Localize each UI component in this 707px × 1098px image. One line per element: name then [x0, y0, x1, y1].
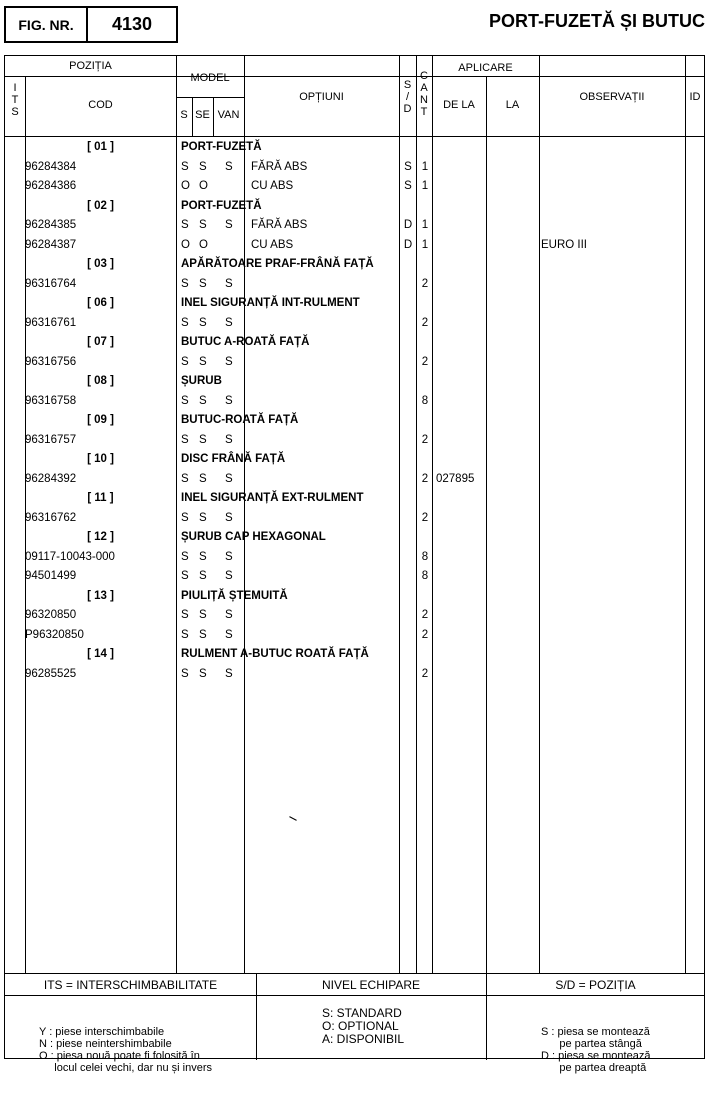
model-se-value: S — [199, 550, 207, 563]
position-number: [ 07 ] — [87, 336, 114, 348]
stray-mark — [289, 816, 297, 821]
part-code: 96316758 — [25, 394, 77, 407]
cod-column-line — [176, 56, 177, 973]
option-value: FĂRĂ ABS — [251, 219, 308, 231]
pozitia-divider — [5, 76, 704, 77]
model-s-value: S — [181, 609, 189, 621]
part-name: ȘURUB — [181, 375, 222, 387]
part-code: 96316761 — [25, 316, 77, 329]
la-column-line — [539, 56, 540, 973]
sd-header: S / D — [403, 79, 412, 116]
model-van-header: VAN — [217, 109, 240, 121]
nivel-legend-text: S: STANDARD O: OPTIONAL A: DISPONIBIL — [322, 1006, 405, 1046]
observation-value: EURO III — [541, 238, 588, 251]
part-name: PIULIȚĂ ȘTEMUITĂ — [181, 589, 288, 602]
model-s-value: S — [181, 219, 189, 231]
part-code: 96320850 — [25, 609, 77, 621]
model-se-value: S — [199, 394, 207, 407]
model-se-value: S — [199, 316, 207, 329]
obs-column-line — [685, 56, 686, 973]
part-code: P96320850 — [25, 628, 84, 641]
option-separator — [244, 160, 245, 175]
model-van-value: S — [225, 667, 233, 680]
part-name: PORT-FUZETĂ — [181, 141, 262, 153]
part-name: RULMENT A-BUTUC ROATĂ FAȚĂ — [181, 648, 369, 660]
option-separator — [244, 550, 245, 565]
model-van-value: S — [225, 219, 233, 231]
model-se-value: S — [199, 472, 207, 485]
part-code: 96316757 — [25, 433, 77, 446]
model-se-value: S — [199, 433, 207, 446]
id-header: ID — [689, 91, 701, 103]
option-value: FĂRĂ ABS — [251, 160, 308, 173]
model-s-value: S — [181, 570, 189, 582]
header-bottom-line — [5, 136, 704, 137]
legend-title-line — [5, 995, 704, 996]
quantity-value: 1 — [421, 238, 429, 251]
part-name: DISC FRÂNĂ FAȚĂ — [181, 453, 286, 465]
aplicare-header: APLICARE — [458, 62, 513, 74]
sd-legend-title: S/D = POZIȚIA — [555, 978, 636, 992]
option-separator — [244, 277, 245, 292]
cant-header: C A N T — [420, 70, 428, 119]
model-s-value: S — [181, 511, 189, 524]
side-value: D — [403, 238, 413, 251]
position-number: [ 08 ] — [87, 375, 114, 387]
part-code: 96284392 — [25, 472, 77, 485]
model-se-value: S — [199, 277, 207, 290]
part-name: BUTUC-ROATĂ FAȚĂ — [181, 414, 299, 426]
option-separator — [244, 316, 245, 331]
position-number: [ 11 ] — [87, 492, 114, 504]
model-se-value: S — [199, 609, 207, 621]
model-se-value: S — [199, 219, 207, 231]
model-van-value: S — [225, 277, 233, 290]
position-number: [ 01 ] — [87, 141, 114, 153]
quantity-value: 8 — [421, 394, 429, 407]
option-separator — [244, 569, 245, 584]
figure-label: FIG. NR. — [6, 8, 88, 41]
position-number: [ 09 ] — [87, 414, 114, 426]
observatii-header: OBSERVAȚII — [579, 91, 645, 103]
part-name: ȘURUB CAP HEXAGONAL — [181, 531, 326, 543]
model-se-value: S — [199, 511, 207, 524]
model-van-value: S — [225, 433, 233, 446]
legend-top-line — [5, 973, 704, 974]
model-van-value: S — [225, 628, 233, 641]
quantity-value: 8 — [421, 570, 429, 582]
part-code: 96316764 — [25, 277, 77, 290]
model-se-value: S — [199, 355, 207, 368]
position-number: [ 02 ] — [87, 199, 114, 212]
model-s-value: S — [181, 628, 189, 641]
part-code: 94501499 — [25, 570, 77, 582]
quantity-value: 2 — [421, 609, 429, 621]
option-value: CU ABS — [251, 238, 294, 251]
model-van-value: S — [225, 550, 233, 563]
model-se-header: SE — [195, 109, 210, 121]
option-separator — [244, 628, 245, 643]
model-s-value: O — [181, 238, 190, 251]
model-s-value: S — [181, 472, 189, 485]
model-van-value: S — [225, 316, 233, 329]
model-se-value: O — [199, 180, 208, 192]
quantity-value: 2 — [421, 277, 429, 290]
option-separator — [244, 433, 245, 448]
quantity-value: 2 — [421, 355, 429, 368]
model-s-header: S — [180, 109, 188, 121]
pozitia-header: POZIȚIA — [69, 60, 112, 72]
part-name: INEL SIGURANȚĂ EXT-RULMENT — [181, 492, 364, 504]
model-s-value: S — [181, 277, 189, 290]
model-se-value: O — [199, 238, 208, 251]
model-van-value: S — [225, 511, 233, 524]
position-number: [ 03 ] — [87, 258, 114, 270]
part-code: 96316756 — [25, 355, 77, 368]
nivel-legend-title: NIVEL ECHIPARE — [321, 978, 421, 992]
model-van-value: S — [225, 570, 233, 582]
its-legend-text: Y : piese interschimbabile N : piese neintershimbabile O : piesa nouă poate fi folosită în locul celei vechi, dar nu și invers — [39, 1026, 213, 1074]
la-header: LA — [505, 99, 520, 111]
position-number: [ 13 ] — [87, 589, 114, 602]
model-se-value: S — [199, 570, 207, 582]
quantity-value: 1 — [421, 219, 429, 231]
optiuni-header: OPȚIUNI — [299, 91, 344, 103]
sd-column-line — [416, 56, 417, 973]
option-separator — [244, 608, 245, 623]
page-title: PORT-FUZETĂ ȘI BUTUC — [489, 11, 705, 31]
model-van-value: S — [225, 609, 233, 621]
quantity-value: 2 — [421, 472, 429, 485]
dela-header: DE LA — [443, 99, 475, 111]
part-code: 96285525 — [25, 667, 77, 680]
side-value: S — [404, 180, 412, 192]
position-number: [ 10 ] — [87, 453, 114, 465]
sd-legend-text: S : piesa se montează pe partea stângă D : piesa se montează pe partea dreaptă — [541, 1026, 651, 1074]
model-s-value: S — [181, 394, 189, 407]
option-separator — [244, 511, 245, 526]
part-code: 96316762 — [25, 511, 77, 524]
model-van-value: S — [225, 472, 233, 485]
model-se-value: S — [199, 667, 207, 680]
option-separator — [244, 394, 245, 409]
quantity-value: 2 — [421, 316, 429, 329]
option-separator — [244, 472, 245, 487]
position-number: [ 06 ] — [87, 297, 114, 309]
part-name: INEL SIGURANȚĂ INT-RULMENT — [181, 297, 360, 309]
model-s-value: O — [181, 180, 190, 192]
from-serial-value: 027895 — [436, 472, 475, 485]
option-separator — [244, 667, 245, 682]
part-name: APĂRĂTOARE PRAF-FRÂNĂ FAȚĂ — [181, 258, 374, 270]
its-header: I T S — [11, 82, 19, 119]
parts-table — [4, 55, 705, 1074]
quantity-value: 2 — [421, 628, 429, 641]
optiuni-column-line — [399, 56, 400, 973]
model-s-value: S — [181, 433, 189, 446]
option-separator — [244, 218, 245, 233]
aplicare-sub-line — [432, 76, 539, 77]
model-sub-line — [176, 97, 244, 98]
quantity-value: 1 — [421, 160, 429, 173]
side-value: S — [404, 160, 412, 173]
model-van-value: S — [225, 394, 233, 407]
option-separator — [244, 355, 245, 370]
part-code: 96284385 — [25, 219, 77, 231]
model-s-value: S — [181, 667, 189, 680]
quantity-value: 2 — [421, 433, 429, 446]
figure-number-box — [4, 6, 178, 43]
quantity-value: 2 — [421, 511, 429, 524]
part-code: 96284386 — [25, 180, 77, 192]
option-separator — [244, 238, 245, 253]
quantity-value: 2 — [421, 667, 429, 680]
cant-column-line — [432, 56, 433, 973]
part-name: PORT-FUZETĂ — [181, 199, 262, 212]
model-s-value: S — [181, 316, 189, 329]
quantity-value: 8 — [421, 550, 429, 563]
option-separator — [244, 179, 245, 194]
model-header: MODEL — [190, 72, 230, 84]
model-s-value: S — [181, 550, 189, 563]
side-value: D — [403, 219, 413, 231]
position-number: [ 14 ] — [87, 648, 114, 660]
model-van-value: S — [225, 355, 233, 368]
part-code: 09117-10043-000 — [25, 550, 115, 563]
dela-column-line — [486, 76, 487, 973]
quantity-value: 1 — [421, 180, 429, 192]
cod-header: COD — [88, 99, 113, 111]
model-se-value: S — [199, 160, 207, 173]
part-name: BUTUC A-ROATĂ FAȚĂ — [181, 336, 310, 348]
model-s-value: S — [181, 160, 189, 173]
model-s-value: S — [181, 355, 189, 368]
model-se-value: S — [199, 628, 207, 641]
part-code: 96284384 — [25, 160, 77, 173]
model-van-value: S — [225, 160, 233, 173]
option-value: CU ABS — [251, 180, 294, 192]
its-legend-title: ITS = INTERSCHIMBABILITATE — [43, 978, 218, 992]
figure-number: 4130 — [111, 14, 153, 34]
part-code: 96284387 — [25, 238, 77, 251]
position-number: [ 12 ] — [87, 531, 114, 543]
